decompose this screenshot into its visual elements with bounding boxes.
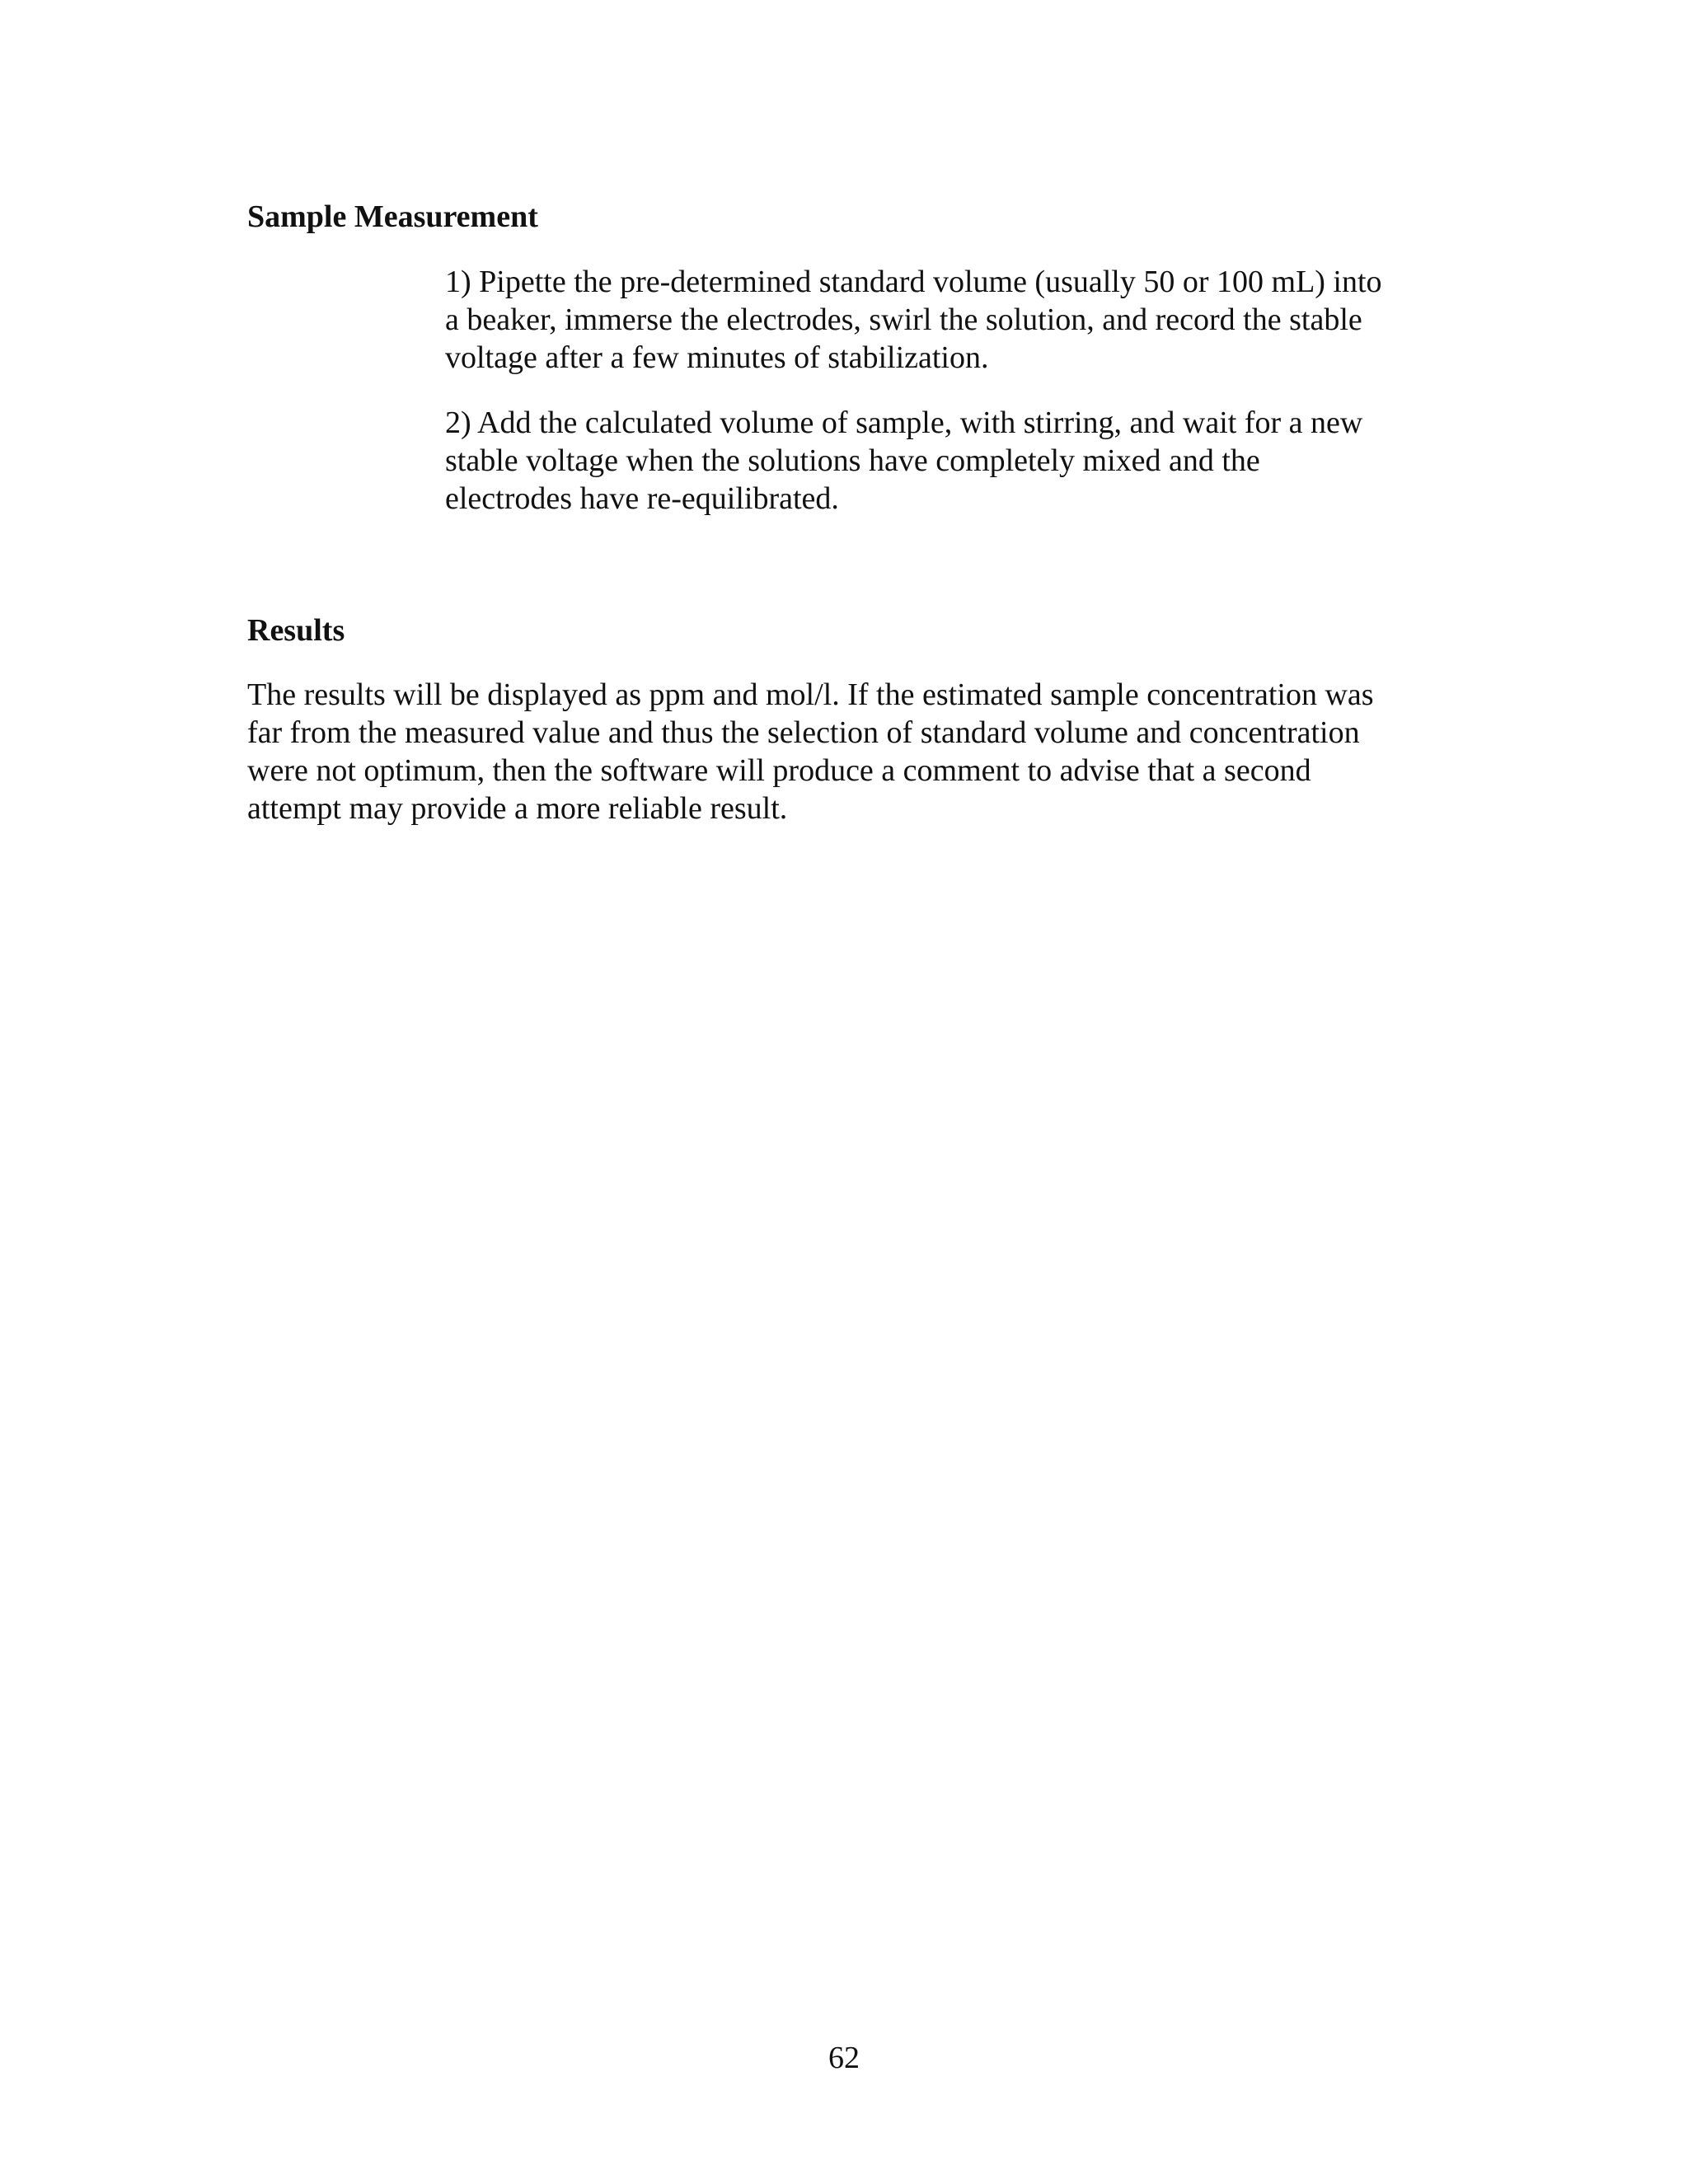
section-heading-sample-measurement: Sample Measurement xyxy=(247,199,538,234)
page-number: 62 xyxy=(828,2041,860,2075)
procedure-step-2: 2) Add the calculated volume of sample, with stirring, and wait for a new stable voltage when the solutions have completely mixed and the electrodes have re-equilibrated. xyxy=(445,405,1363,516)
results-paragraph: The results will be displayed as ppm and mol/l. If the estimated sample concentration was far from the measured value and thus the selection of standard volume and concentration were not optimum, then the software will produce a comment to advise that a second attempt may provide a more reliable result. xyxy=(247,677,1374,826)
procedure-step-1: 1) Pipette the pre-determined standard volume (usually 50 or 100 mL) into a beaker, immerse the electrodes, swirl the solution, and record the stable voltage after a few minutes of stabilization. xyxy=(445,265,1382,375)
section-heading-results: Results xyxy=(247,613,345,648)
